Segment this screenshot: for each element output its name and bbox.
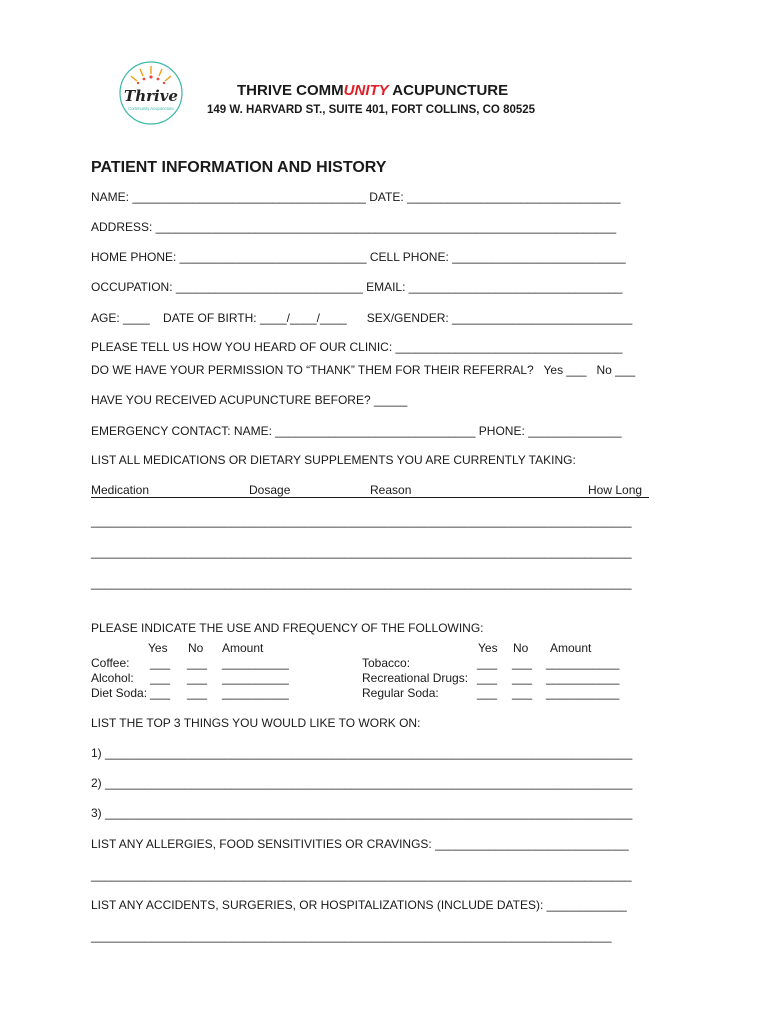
tobacco-amount-blank[interactable]: ___________	[546, 656, 620, 670]
recreational-drugs-yes-blank[interactable]: ___	[477, 671, 498, 685]
diet-soda-amount-blank[interactable]: __________	[222, 686, 289, 700]
title-accent: UNITY	[343, 82, 389, 99]
alcohol-amount-blank[interactable]: __________	[222, 671, 289, 685]
thrive-logo	[118, 60, 184, 126]
yes-header-left: Yes	[148, 641, 168, 655]
medication-line[interactable]: _________________________________________________________________________________	[91, 514, 632, 528]
diet-soda-yes-blank[interactable]: ___	[150, 686, 171, 700]
medications-prompt: LIST ALL MEDICATIONS OR DIETARY SUPPLEMENTS YOU ARE CURRENTLY TAKING:	[91, 453, 576, 467]
reason-column-header: Reason	[370, 483, 412, 497]
address-field[interactable]: ADDRESS: _____________________________________________________________________	[91, 220, 617, 234]
alcohol-label: Alcohol:	[91, 671, 134, 685]
coffee-label: Coffee:	[91, 656, 130, 670]
occupation-email-fields[interactable]: OCCUPATION: ____________________________ EMAIL: ________________________________	[91, 280, 623, 294]
emergency-contact-field[interactable]: EMERGENCY CONTACT: NAME: ______________________________ PHONE: ______________	[91, 424, 622, 438]
allergies-line[interactable]: _________________________________________________________________________________	[91, 868, 632, 882]
phone-fields[interactable]: HOME PHONE: ____________________________ CELL PHONE: __________________________	[91, 250, 626, 264]
logo-wordmark: Thrive	[124, 87, 178, 105]
prior-acupuncture-field[interactable]: HAVE YOU RECEIVED ACUPUNCTURE BEFORE? _____	[91, 393, 408, 407]
dosage-column-header: Dosage	[249, 483, 291, 497]
section-title: PATIENT INFORMATION AND HISTORY	[91, 159, 387, 176]
alcohol-no-blank[interactable]: ___	[187, 671, 208, 685]
accidents-field[interactable]: LIST ANY ACCIDENTS, SURGERIES, OR HOSPITALIZATIONS (INCLUDE DATES): ____________	[91, 898, 627, 912]
name-date-field[interactable]: NAME: ___________________________________ DATE: ________________________________	[91, 190, 621, 204]
tobacco-yes-blank[interactable]: ___	[477, 656, 498, 670]
diet-soda-label: Diet Soda:	[91, 686, 148, 700]
amount-header-left: Amount	[222, 641, 264, 655]
regular-soda-no-blank[interactable]: ___	[512, 686, 533, 700]
regular-soda-label: Regular Soda:	[362, 686, 439, 700]
referral-source-field[interactable]: PLEASE TELL US HOW YOU HEARD OF OUR CLINIC: __________________________________	[91, 340, 623, 354]
title-part-1: THRIVE COMM	[237, 82, 344, 99]
coffee-no-blank[interactable]: ___	[187, 656, 208, 670]
recreational-drugs-label: Recreational Drugs:	[362, 671, 469, 685]
title-part-2: ACUPUNCTURE	[388, 82, 509, 99]
coffee-yes-blank[interactable]: ___	[150, 656, 171, 670]
amount-header-right: Amount	[550, 641, 592, 655]
clinic-title	[237, 82, 508, 99]
no-header-right: No	[513, 641, 529, 655]
no-header-left: No	[188, 641, 204, 655]
regular-soda-yes-blank[interactable]: ___	[477, 686, 498, 700]
allergies-field[interactable]: LIST ANY ALLERGIES, FOOD SENSITIVITIES OR CRAVINGS: _____________________________	[91, 837, 629, 851]
recreational-drugs-amount-blank[interactable]: ___________	[546, 671, 620, 685]
medication-line[interactable]: _________________________________________________________________________________	[91, 545, 632, 559]
top3-line-3[interactable]: 3) _______________________________________________________________________________	[91, 806, 633, 820]
medication-column-header: Medication	[91, 483, 150, 497]
top3-line-2[interactable]: 2) _______________________________________________________________________________	[91, 776, 633, 790]
referral-permission-field[interactable]: DO WE HAVE YOUR PERMISSION TO “THANK” THEM FOR THEIR REFERRAL? Yes ___ No ___	[91, 363, 636, 377]
usage-prompt: PLEASE INDICATE THE USE AND FREQUENCY OF THE FOLLOWING:	[91, 621, 484, 635]
alcohol-yes-blank[interactable]: ___	[150, 671, 171, 685]
clinic-address: 149 W. HARVARD ST., SUITE 401, FORT COLLINS, CO 80525	[207, 104, 536, 116]
tobacco-label: Tobacco:	[362, 656, 411, 670]
medication-line[interactable]: _________________________________________________________________________________	[91, 576, 632, 590]
logo-subtitle: Community Acupuncture	[128, 106, 174, 111]
top3-prompt: LIST THE TOP 3 THINGS YOU WOULD LIKE TO WORK ON:	[91, 716, 421, 730]
coffee-amount-blank[interactable]: __________	[222, 656, 289, 670]
yes-header-right: Yes	[478, 641, 498, 655]
regular-soda-amount-blank[interactable]: ___________	[546, 686, 620, 700]
recreational-drugs-no-blank[interactable]: ___	[512, 671, 533, 685]
age-dob-gender-fields[interactable]: AGE: ____ DATE OF BIRTH: ____/____/____ SEX/GENDER: ___________________________	[91, 311, 633, 325]
diet-soda-no-blank[interactable]: ___	[187, 686, 208, 700]
tobacco-no-blank[interactable]: ___	[512, 656, 533, 670]
accidents-line[interactable]: ______________________________________________________________________________	[91, 929, 612, 943]
top3-line-1[interactable]: 1) _______________________________________________________________________________	[91, 746, 633, 760]
howlong-column-header: How Long	[588, 483, 643, 497]
